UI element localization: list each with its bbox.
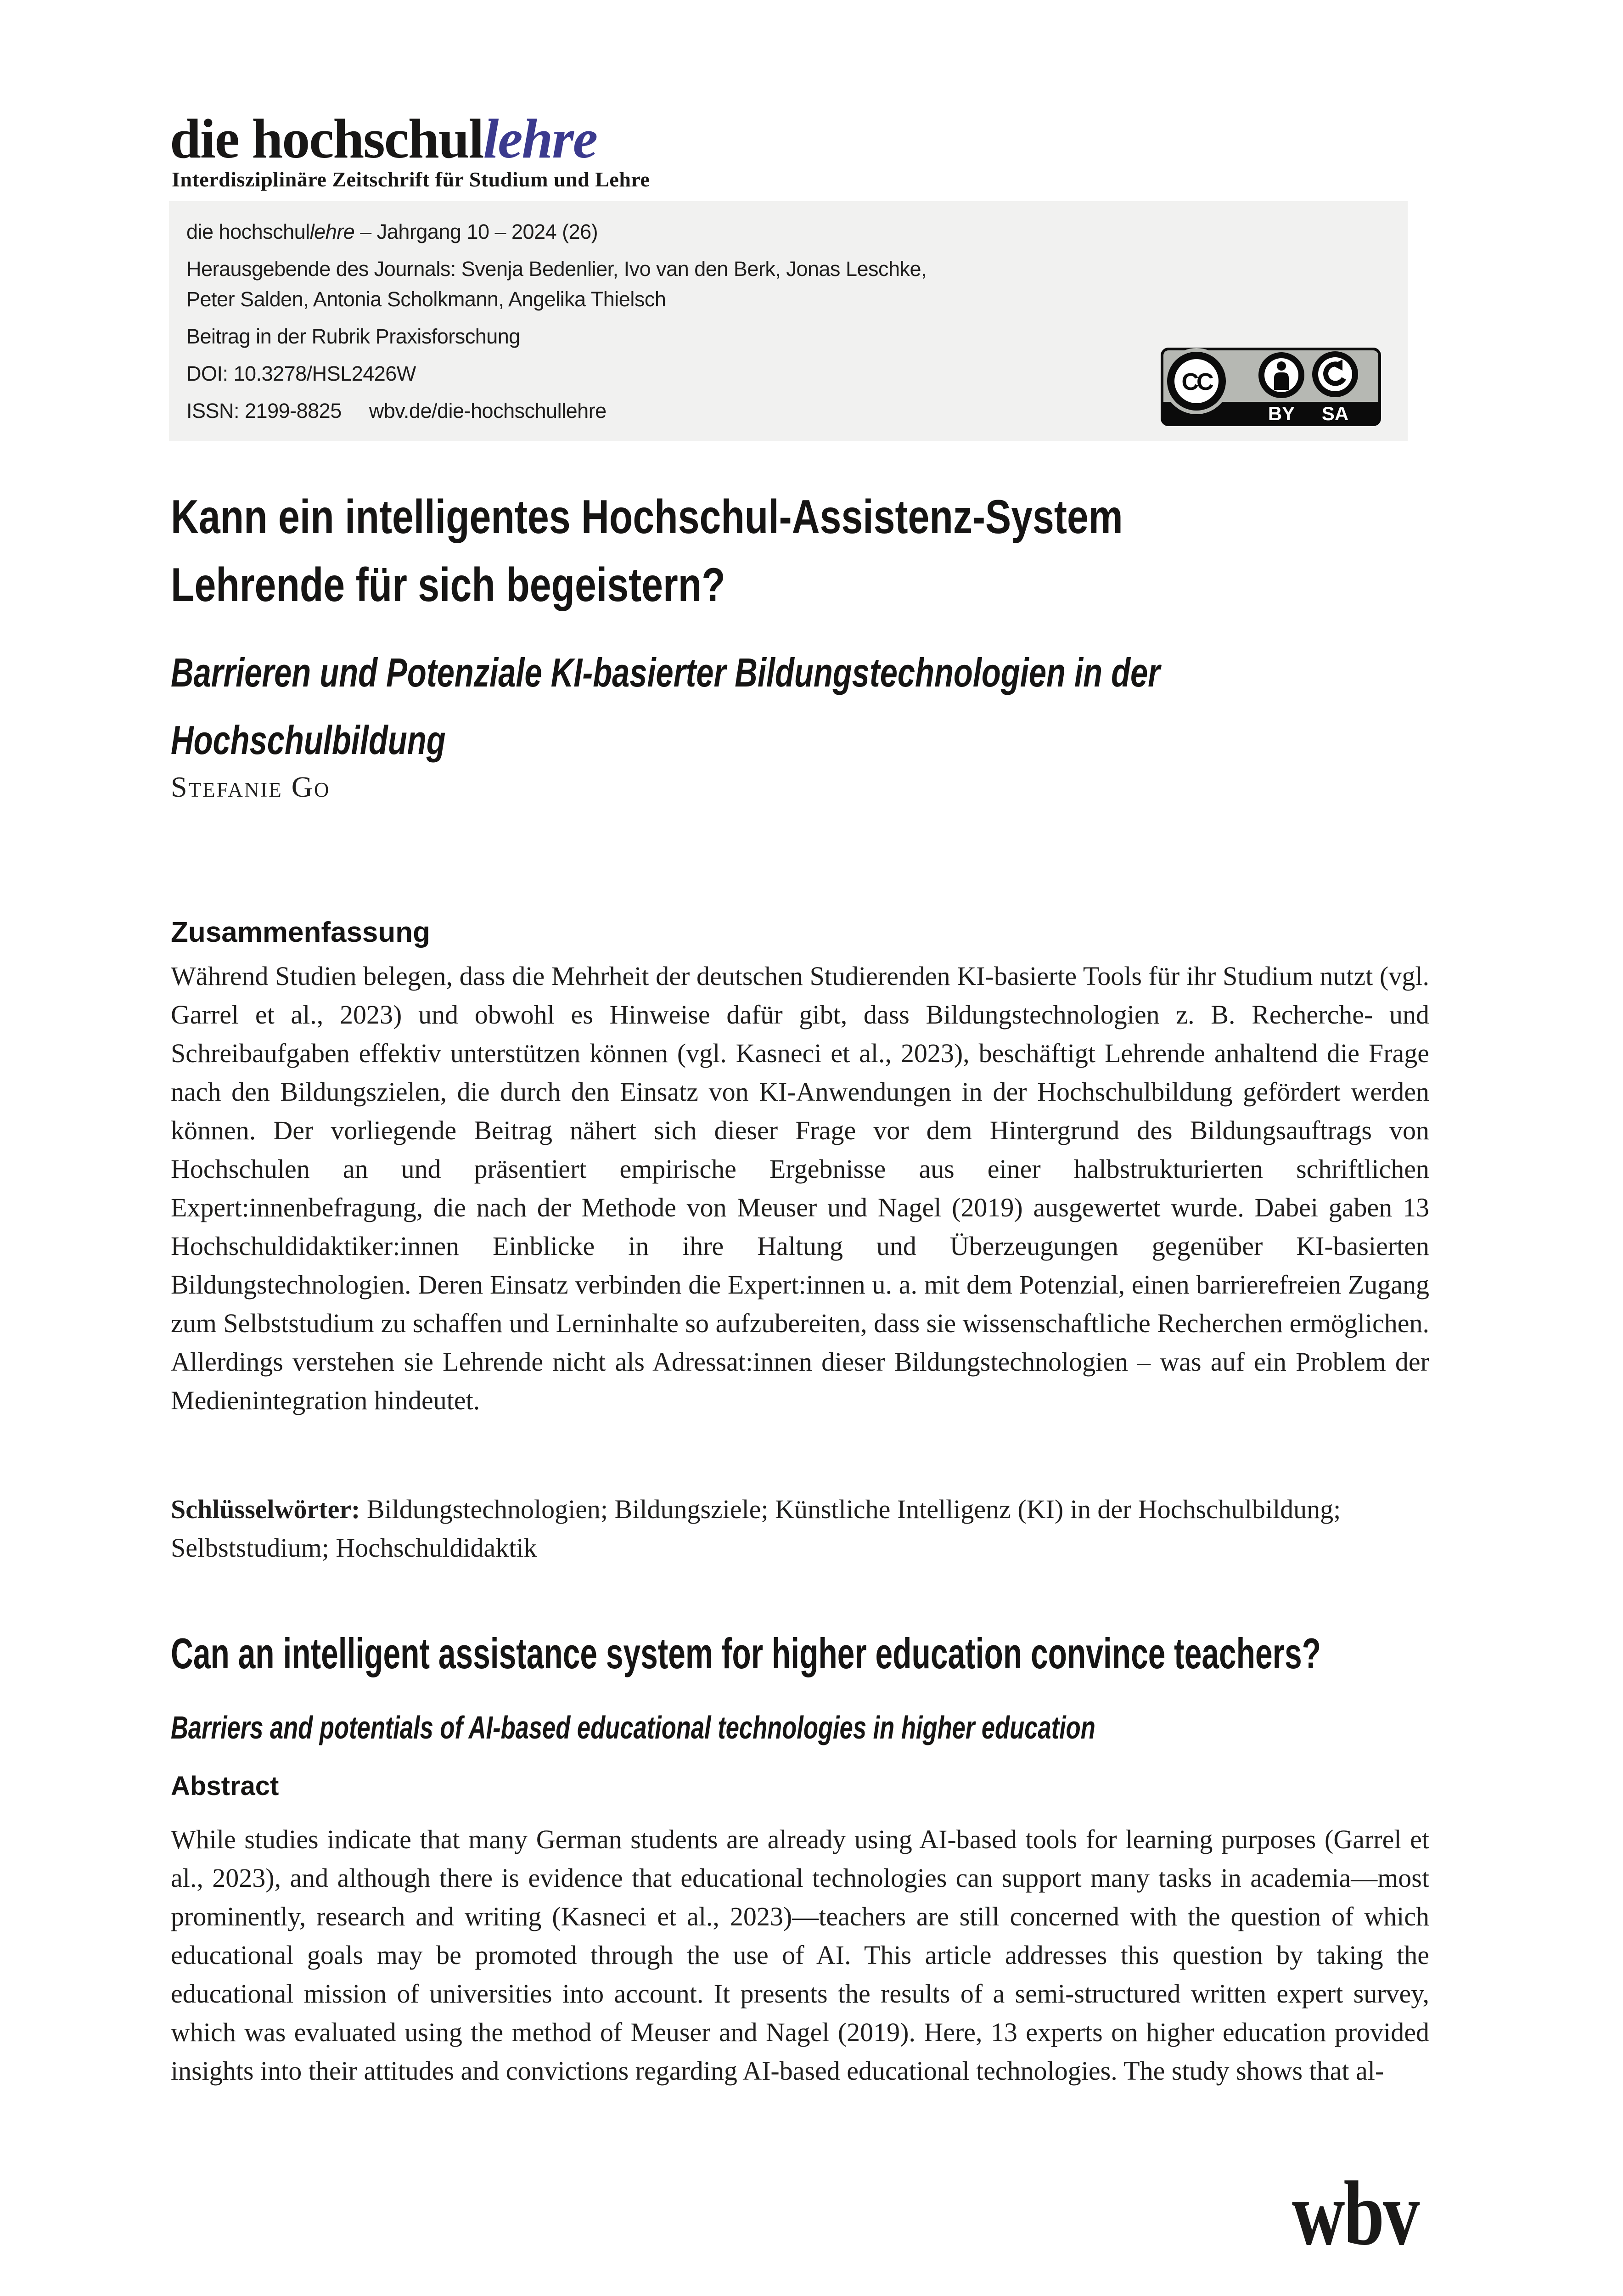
author-name: Stefanie Go <box>171 771 331 803</box>
abstract-heading-de: Zusammenfassung <box>171 917 431 948</box>
journal-logo-accent: lehre <box>483 108 597 170</box>
by-label: BY <box>1268 403 1295 424</box>
attribution-icon <box>1258 352 1304 398</box>
abstract-text-en: While studies indicate that many German students are already using AI-based tools for learning purposes (Garrel et al., 2023), and although there is evidence that educational technologies can support many tasks in academia—most prominently, research and writing (Kasneci et al., 2023)—teachers are still concerned with the question of which educational goals may be promoted through the use of AI. This article addresses this question by taking the educational mission of universities into account. It presents the results of a semi-structured written expert survey, which was evaluated using the method of Meuser and Nagel (2019). Here, 13 experts on higher education provided insights into their attitudes and convictions regarding AI-based educational technologies. The study shows that al- <box>171 1824 1429 2086</box>
journal-logo <box>170 110 597 168</box>
journal-logo-main: die hochschul <box>170 108 483 170</box>
keywords-paragraph <box>171 1490 1429 1567</box>
journal-website-link[interactable]: wbv.de/die-hochschullehre <box>369 399 607 422</box>
journal-tagline: Interdisziplinäre Zeitschrift für Studium und Lehre <box>172 168 650 191</box>
editors-line-2: Peter Salden, Antonia Scholkmann, Angelika Thielsch <box>186 287 666 311</box>
issue-line-accent: lehre <box>309 220 355 243</box>
cc-by-sa-license-badge[interactable] <box>1161 348 1381 426</box>
article-title-de <box>171 483 1123 619</box>
share-alike-icon <box>1312 351 1358 397</box>
publisher-logo-wbv: wbv <box>1292 2163 1418 2264</box>
cc-icon <box>1165 350 1228 412</box>
sa-label: SA <box>1321 403 1349 424</box>
journal-issue-line <box>186 217 1389 247</box>
article-title-en: Can an intelligent assistance system for higher education convince teachers? <box>171 1629 1321 1677</box>
issue-line-suffix: – Jahrgang 10 – 2024 (26) <box>354 220 598 243</box>
rubric-line: Beitrag in der Rubrik Praxisforschung <box>186 325 520 348</box>
abstract-heading-en: Abstract <box>171 1771 279 1801</box>
editors-line-1: Herausgebende des Journals: Svenja Bedenlier, Ivo van den Berk, Jonas Leschke, <box>186 257 927 281</box>
doi-link[interactable]: DOI: 10.3278/HSL2426W <box>186 362 416 385</box>
svg-text:CC: CC <box>1181 369 1212 395</box>
article-subtitle-en: Barriers and potentials of AI-based educational technologies in higher education <box>171 1710 1095 1745</box>
abstract-text-de: Während Studien belegen, dass die Mehrheit der deutschen Studierenden KI-basierte Tools für ihr Studium nutzt (vgl. Garrel et al., 2023) und obwohl es Hinweise dafür gibt, dass Bildungstechnologien z. B. Recherche- und Schreibaufgaben effektiv unterstützen können (vgl. Kasneci et al., 2023), beschäftigt Lehrende anhaltend die Frage nach den Bildungszielen, die durch den Einsatz von KI-Anwendungen in der Hochschulbildung gefördert werden können. Der vorliegende Beitrag nähert sich dieser Frage vor dem Hintergrund des Bildungsauftrags von Hochschulen an und präsentiert empirische Ergebnisse aus einer halbstrukturierten schriftlichen Expert:innenbefragung, die nach der Methode von Meuser und Nagel (2019) ausgewertet wurde. Dabei gaben 13 Hochschuldidaktiker:innen Einblicke in ihre Haltung und Überzeugungen gegenüber KI-basierten Bildungstechnologien. Deren Einsatz verbinden die Expert:innen u. a. mit dem Potenzial, einen barrierefreien Zugang zum Selbststudium zu schaffen und Lerninhalte so aufzubereiten, dass sie wissenschaftliche Recherchen ermöglichen. Allerdings verstehen sie Lehrende nicht als Adressat:innen dieser Bildungstechnologien – was auf ein Problem der Medienintegration hindeutet. <box>171 961 1429 1415</box>
issue-line-prefix: die hochschul <box>186 220 310 243</box>
keywords-list: Bildungstechnologien; Bildungsziele; Künstliche Intelligenz (KI) in der Hochschulbildung; Selbststudium; Hochschuldidaktik <box>171 1494 1341 1563</box>
article-title-de-line2: Lehrende für sich begeistern? <box>171 558 725 612</box>
keywords-label: Schlüsselwörter: <box>171 1494 360 1524</box>
issn-label: ISSN: 2199-8825 <box>186 399 342 422</box>
article-subtitle-de: Barrieren und Potenziale KI-basierter Bildungstechnologien in der Hochschulbildung <box>171 650 1160 763</box>
article-title-de-line1: Kann ein intelligentes Hochschul-Assistenz-System <box>171 490 1123 544</box>
